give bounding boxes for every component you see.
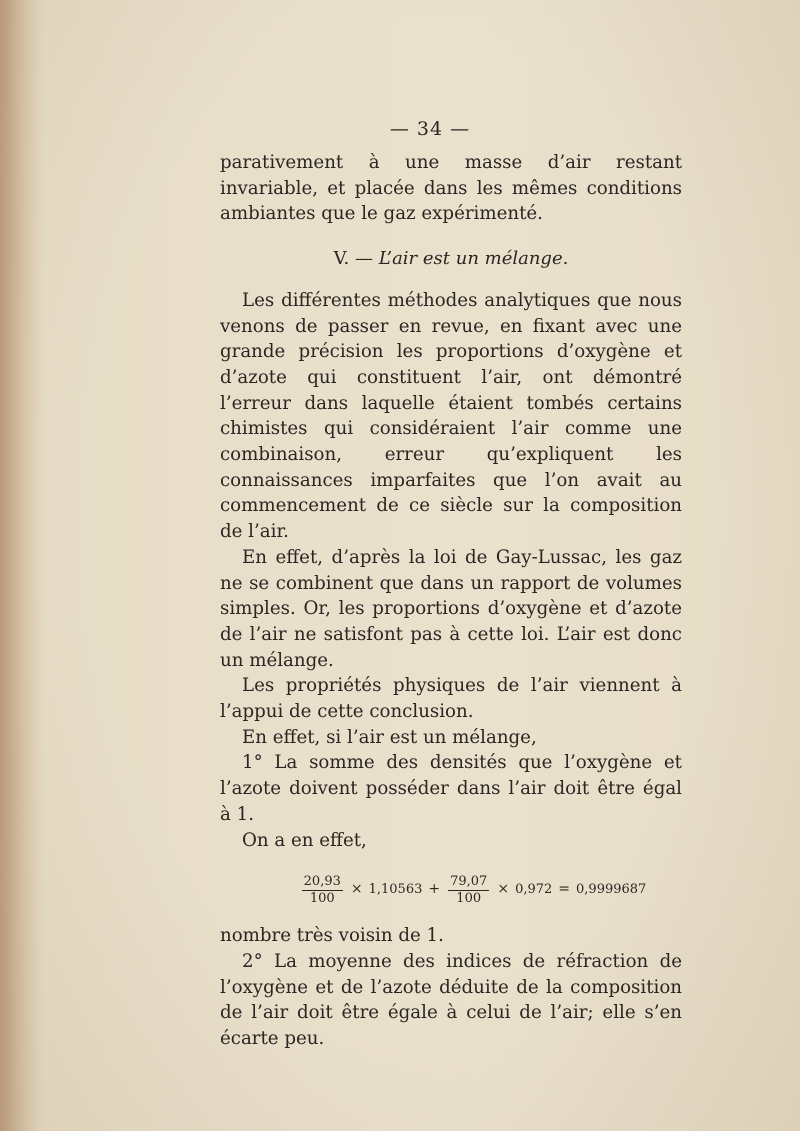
paragraph: En effet, si l’air est un mélange, [242,726,537,748]
paragraph-continuation: nombre très voisin de 1. [220,925,444,947]
plus-sign: + [428,881,441,898]
fraction-denominator: 100 [456,890,482,906]
fraction [448,874,489,907]
section-title: L’air est un mélange. [378,248,569,270]
paragraph: 1° La somme des densités que l’oxygène et l’azote doivent posséder dans l’air doit être égal à 1. [220,752,682,825]
paragraph: Les propriétés physiques de l’air viennent à l’appui de cette conclusion. [220,675,682,723]
paragraph: Les différentes méthodes analytiques que nous venons de passer en revue, en fixant avec une grande précision les proportions d’oxygène et d’azote qui constituent l’air, ont démontré l’erreur dans laquelle étaient tombés certains chimistes qui considéraient l’air comme une combinaison, erreur qu’expliquent les connaissances imparfaites que l’on avait au commencement de ce siècle sur la composition de l’air. [220,289,682,543]
fraction [302,874,343,907]
equals-sign: = [558,881,571,898]
fraction-denominator: 100 [309,890,335,906]
formula-result: 0,9999687 [576,882,647,898]
paragraph: En effet, d’après la loi de Gay-Lussac, les gaz ne se combinent que dans un rapport de volumes simples. Or, les proportions d’oxygène et d’azote de l’air ne satisfont pas à cette loi. L’air est donc un mélange. [220,546,682,671]
density-oxygen: 1,10563 [368,882,423,898]
fraction-numerator: 79,07 [450,873,488,889]
times-sign: × [350,881,363,898]
page-edge-stain [0,0,40,1131]
times-sign: × [497,881,510,898]
paragraph: 2° La moyenne des indices de réfraction de l’oxygène et de l’azote déduite de la composition de l’air doit être égale à celui de l’air; elle s’en écarte peu. [220,950,682,1050]
fraction-numerator: 20,93 [303,873,341,889]
section-heading [220,246,682,272]
section-number: V. — [333,248,373,270]
paragraph-continuation: parativement à une masse d’air restant invariable, et placée dans les mêmes conditions ambiantes que le gaz expérimenté. [220,152,682,225]
paragraph: On a en effet, [242,829,367,851]
body-text [220,150,682,1052]
page-number: — 34 — [389,118,471,140]
density-nitrogen: 0,972 [515,882,553,898]
formula [264,865,682,915]
